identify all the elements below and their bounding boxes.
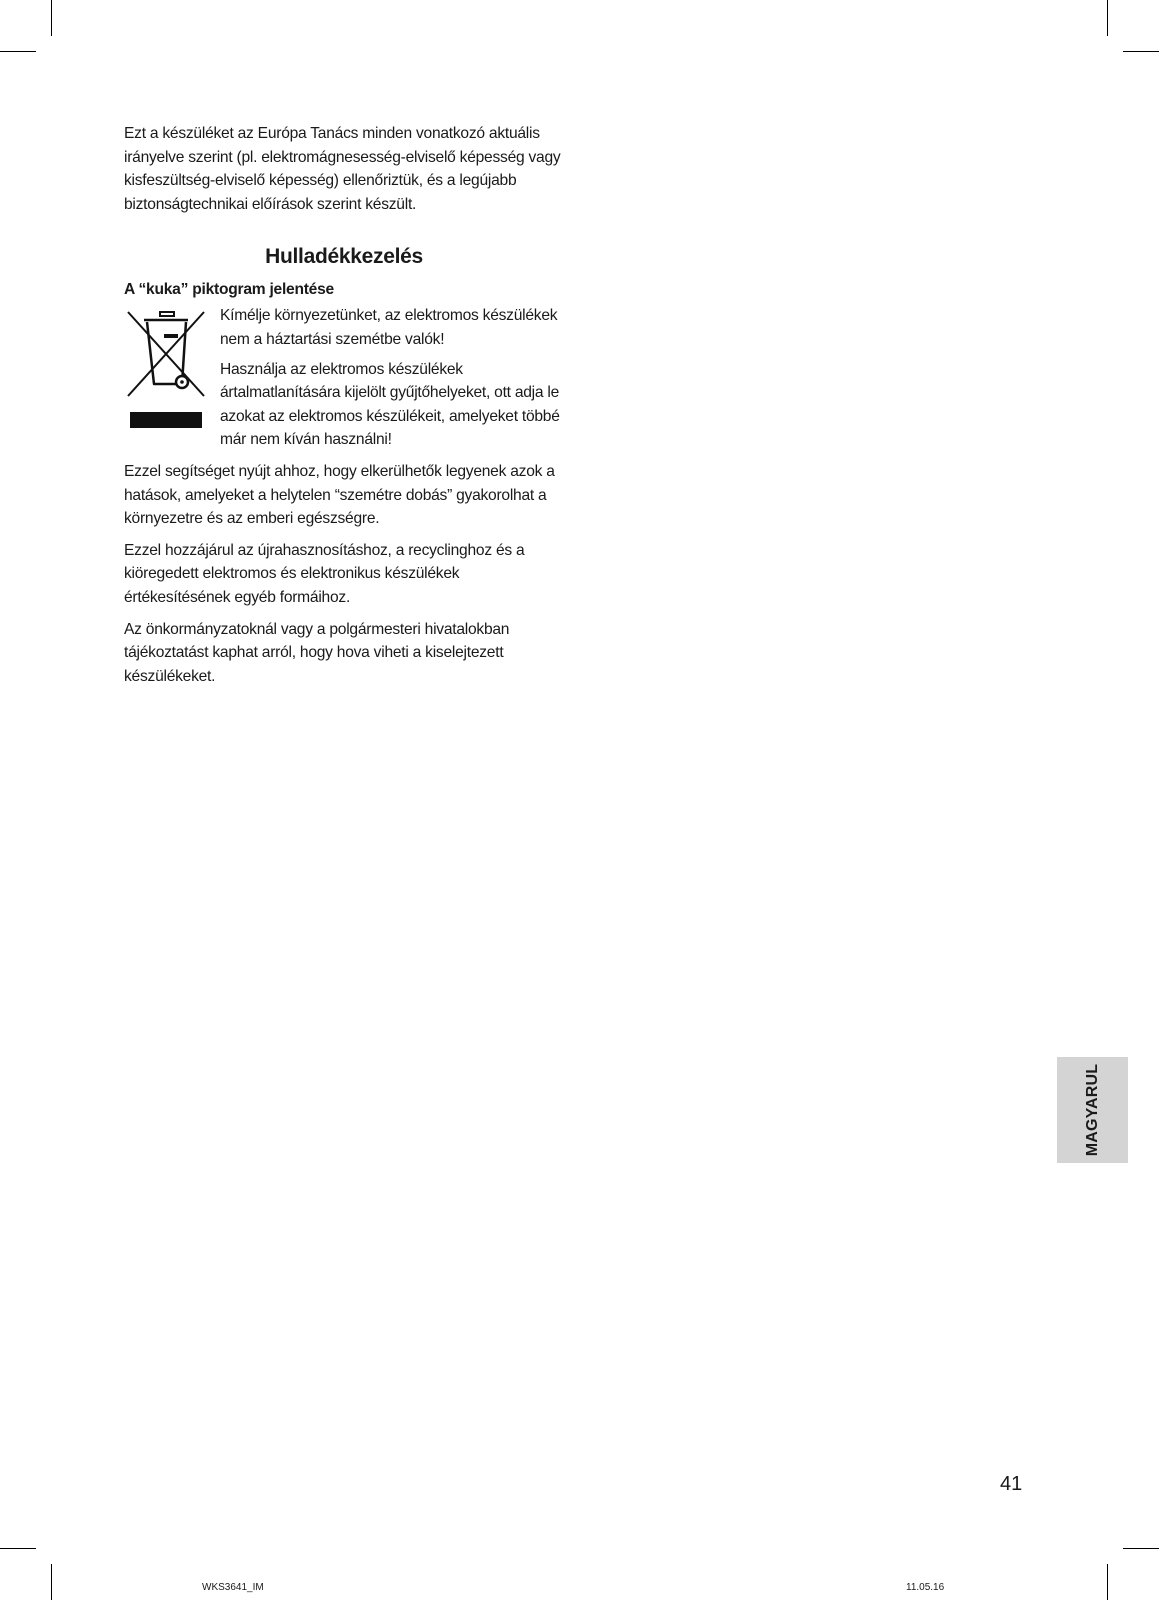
page-content [124,122,564,696]
crop-mark-bottom-left-vertical [51,1564,52,1600]
weee-notice-line-2: Használja az elektromos készülékek ártalmatlanítására kijelölt gyűjtőhelyeket, ott adja le azokat az elektromos készülékeit, amelyeket többé már nem kíván használni! [220,360,560,449]
crop-mark-bottom-right-vertical [1107,1564,1108,1600]
weee-notice-text [220,304,564,452]
section-title: Hulladékkezelés [265,245,423,269]
crop-mark-top-left-vertical [51,0,52,36]
crop-mark-bottom-right-horizontal [1123,1548,1159,1549]
footer-date: 11.05.16 [906,1582,945,1593]
crop-mark-top-right-vertical [1107,0,1108,36]
crop-mark-top-right-horizontal [1123,51,1159,52]
intro-paragraph: Ezt a készüléket az Európa Tanács minden vonatkozó aktuális irányelve szerint (pl. elektromágnesesség-elviselő képesség vagy kisfeszültség-elviselő képesség) ellenőriztük, és a legújabb biztonságtechnikai előírások szerint készült. [124,125,561,213]
crossed-out-wheelie-bin-icon [124,304,220,437]
footer-document-code: WKS3641_IM [202,1582,264,1593]
page-number: 41 [1000,1473,1023,1495]
weee-notice-line-1: Kímélje környezetünket, az elektromos készülékek nem a háztartási szemétbe valók! [220,307,558,348]
body-paragraph-2: Ezzel hozzájárul az újrahasznosításhoz, a recyclinghoz és a kiöregedett elektromos és elektronikus készülékek értékesítésének egyéb formáihoz. [124,541,525,606]
language-tab-label: MAGYARUL [1084,1063,1101,1157]
weee-notice [124,304,564,452]
body-paragraph-1: Ezzel segítséget nyújt ahhoz, hogy elkerülhetők legyenek azok a hatások, amelyeket a helytelen “szemétre dobás” gyakorolhat a környezetre és az emberi egészségre. [124,462,555,528]
body-paragraph-3: Az önkormányzatoknál vagy a polgármesteri hivatalokban tájékoztatást kaphat arról, hogy hova viheti a kiselejtezett készülékeket. [124,620,510,685]
section-subtitle: A “kuka” piktogram jelentése [124,281,334,299]
crop-mark-top-left-horizontal [0,51,36,52]
language-tab [1057,1057,1128,1163]
crop-mark-bottom-left-horizontal [0,1548,36,1549]
